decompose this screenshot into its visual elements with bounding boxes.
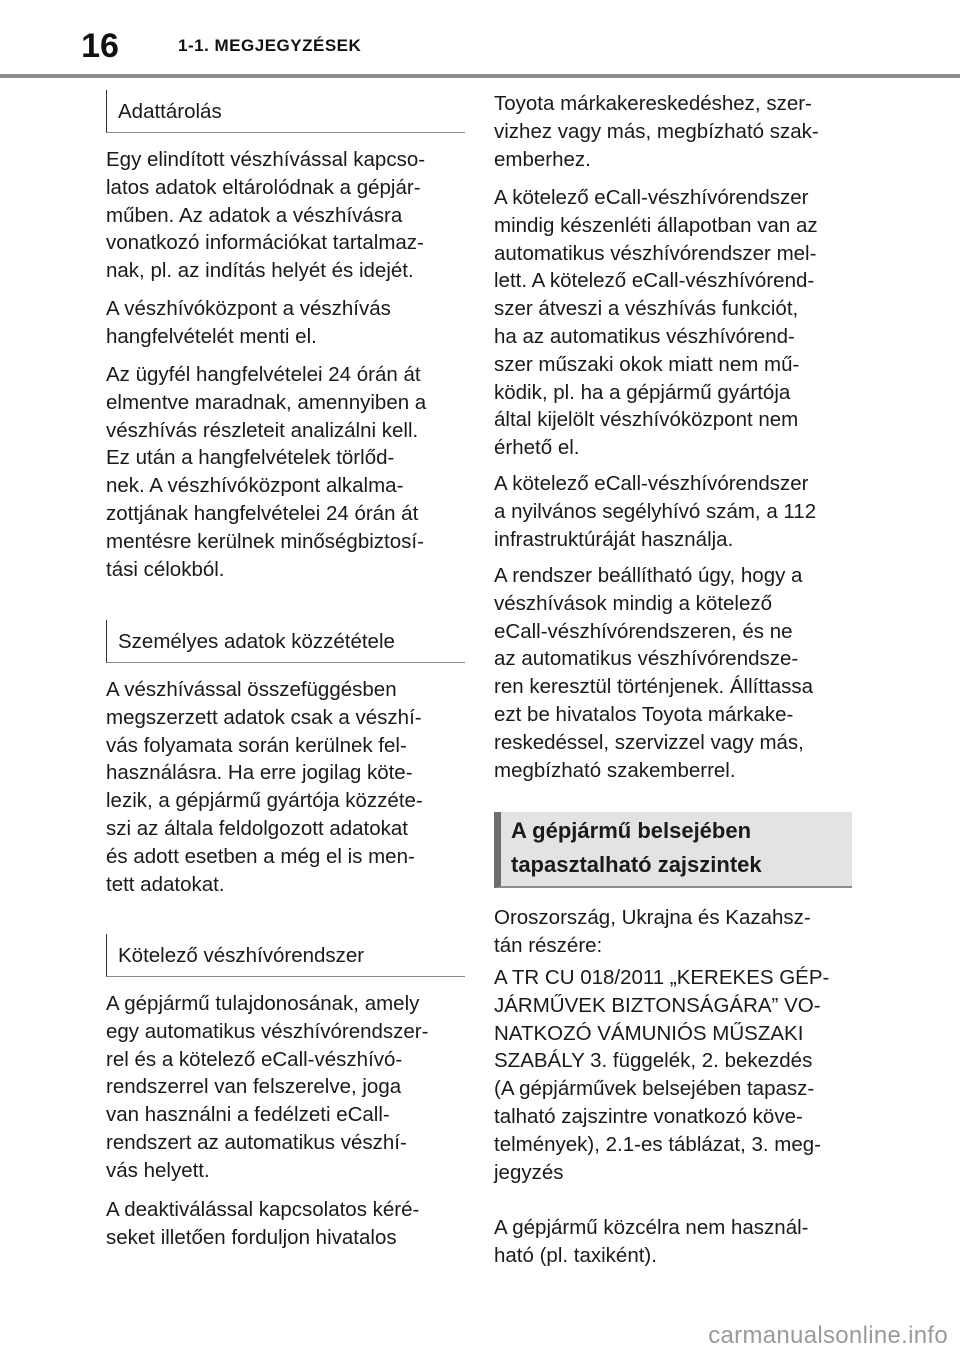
paragraph: A gépjármű közcélra nem használ- ható (pl. taxiként). [494, 1216, 809, 1267]
subheading-personal-data [106, 620, 465, 663]
paragraph: A kötelező eCall-vészhívórendszer a nyilvános segélyhívó szám, a 112 infrastruktúráját használja. [494, 472, 817, 551]
chapter-title: 1-1. MEGJEGYZÉSEK [178, 36, 362, 55]
subheading-data-storage [106, 90, 465, 133]
subheading-text: Kötelező vészhívórendszer [118, 944, 365, 967]
paragraph: A kötelező eCall-vészhívórendszer mindig készenléti állapotban van az automatikus vészhívórendszer mel- lett. A kötelező eCall-vészhívórend- szer átveszi a vészhívás funkciót, ha az automatikus vészhívórend- szer műszaki okok miatt nem mű- ködik, pl. ha a gépjármű gyártója által kijelölt vészhívóközpont nem érhető el. [494, 186, 818, 460]
paragraph: Az ügyfél hangfelvételei 24 órán át elmentve maradnak, amennyiben a vészhívás részleteit analizálni kell. Ez után a hangfelvételek törlőd- nek. A vészhívóközpont alkalma- zottjának hangfelvételei 24 órán át mentésre kerülnek minőségbiztosí- tási célokból. [106, 363, 427, 581]
subheading-text: Adattárolás [118, 100, 222, 123]
paragraph: A gépjármű tulajdonosának, amely egy automatikus vészhívórendszer- rel és a kötelező eCall-vészhívó- rendszerrel van felszerelve, joga van használni a fedélzeti eCall- rendszert az automatikus vészhí- vás helyett. [106, 992, 429, 1182]
watermark: carmanualsonline.info [708, 1322, 948, 1349]
page-header [0, 0, 960, 80]
paragraph: Egy elindított vészhívással kapcso- latos adatok eltárolódnak a gépjár- műben. Az adatok a vészhívásra vonatkozó információkat tartalmaz- nak, pl. az indítás helyét és idejét. [106, 148, 426, 283]
paragraph: A TR CU 018/2011 „KEREKES GÉP- JÁRMŰVEK BIZTONSÁGÁRA” VO- NATKOZÓ VÁMUNIÓS MŰSZAKI SZABÁLY 3. függelék, 2. bekezdés (A gépjárművek belsejében tapasz- talható zajszintre vonatkozó köve- telmények), 2.1-es táblázat, 3. meg- jegyzés [494, 966, 830, 1184]
header-divider [0, 74, 960, 78]
subheading-mandatory-system [106, 934, 465, 977]
paragraph: A vészhívóközpont a vészhívás hangfelvételét menti el. [106, 297, 391, 348]
page-number: 16 [81, 27, 119, 65]
section-heading-noise-levels [494, 812, 852, 888]
paragraph: Toyota márkakereskedéshez, szer- vizhez vagy más, megbízható szak- emberhez. [494, 92, 819, 171]
paragraph: A vészhívással összefüggésben megszerzett adatok csak a vészhí- vás folyamata során kerülnek fel- használásra. Ha erre jogilag köte- lezik, a gépjármű gyártója közzéte- szi az általa feldolgozott adatokat és adott esetben a még el is men- tett adatokat. [106, 678, 423, 896]
section-heading-text: A gépjármű belsejében tapasztalható zajszintek [511, 818, 762, 877]
subheading-text: Személyes adatok közzététele [118, 630, 395, 653]
paragraph: A deaktiválással kapcsolatos kéré- seket illetően forduljon hivatalos [106, 1198, 420, 1249]
paragraph: Oroszország, Ukrajna és Kazahsz- tán részére: [494, 906, 811, 957]
paragraph: A rendszer beállítható úgy, hogy a vészhívások mindig a kötelező eCall-vészhívórendszeren, és ne az automatikus vészhívórendsze- ren keresztül történjenek. Állíttassa ezt be hivatalos Toyota márkake- reskedéssel, szervizzel vagy más, megbízható szakemberrel. [494, 564, 814, 782]
